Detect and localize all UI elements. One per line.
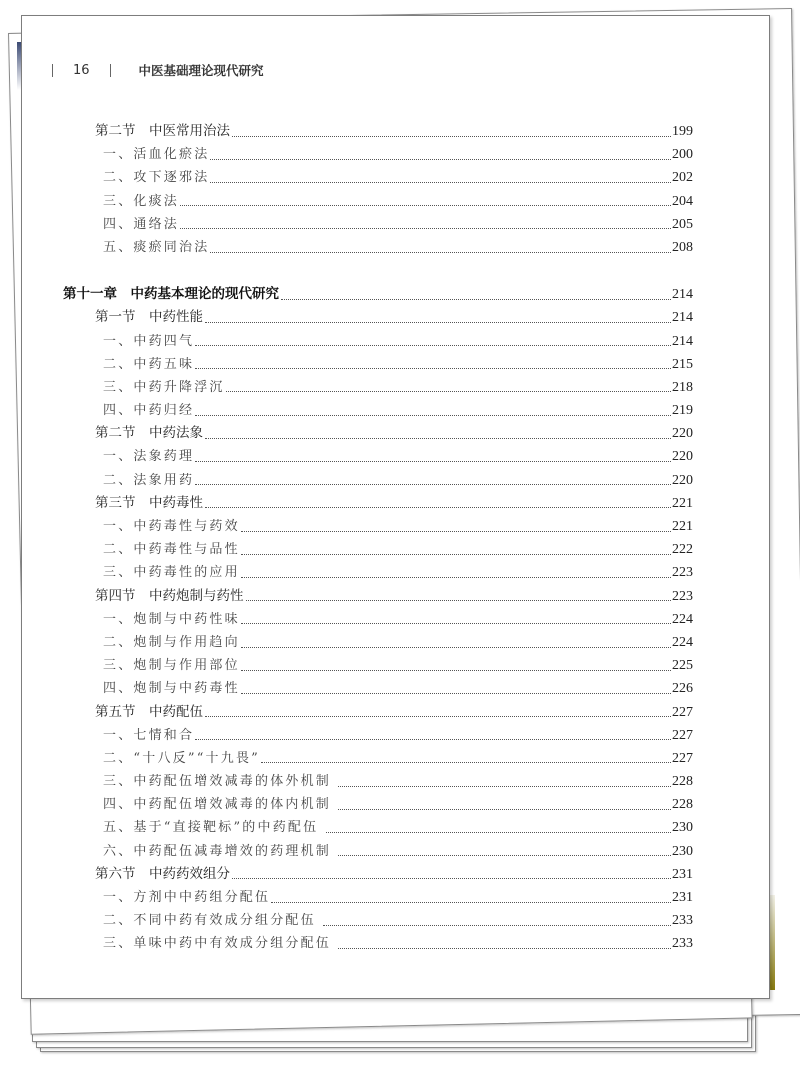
toc-entry-page: 233	[672, 913, 693, 929]
dot-leader	[261, 761, 671, 763]
header-divider	[110, 64, 111, 77]
toc-section-entry[interactable]	[79, 422, 693, 445]
toc-entry-page: 199	[672, 124, 693, 139]
toc-section-entry[interactable]	[79, 306, 693, 329]
dot-leader	[232, 135, 671, 137]
toc-entry-page: 221	[672, 519, 693, 534]
dot-leader	[195, 367, 671, 369]
dot-leader	[246, 599, 672, 601]
toc-entry-page: 230	[672, 820, 693, 836]
toc-entry-label: 五、基于“直接靶标”的中药配伍	[103, 820, 325, 836]
toc-entry-page: 214	[672, 333, 693, 349]
toc-entry-label: 一、中药四气	[103, 333, 195, 349]
toc-entry-label: 一、中药毒性与药效	[103, 519, 240, 534]
dot-leader	[205, 321, 671, 323]
toc-entry-label: 二、中药五味	[103, 356, 195, 372]
toc-item-entry[interactable]	[79, 932, 693, 955]
toc-entry-label: 二、法象用药	[103, 472, 195, 488]
toc-section-entry[interactable]	[79, 492, 693, 515]
dot-leader	[205, 715, 671, 717]
toc-entry-label: 第十一章 中药基本理论的现代研究	[63, 286, 279, 303]
toc-entry-label: 第六节 中药药效组分	[95, 865, 230, 882]
toc-entry-label: 二、炮制与作用趋向	[103, 634, 240, 650]
dot-leader	[338, 947, 671, 949]
toc-section-entry[interactable]	[79, 120, 693, 143]
toc-entry-page: 215	[672, 356, 693, 372]
toc-entry-label: 三、化痰法	[103, 193, 180, 209]
toc-entry-page: 222	[672, 542, 693, 558]
dot-leader	[195, 460, 671, 462]
toc-entry-page: 233	[672, 936, 693, 952]
toc-entry-page: 223	[672, 565, 693, 581]
dot-leader	[195, 344, 671, 346]
toc-item-entry[interactable]	[79, 677, 693, 700]
toc-entry-page: 219	[672, 403, 693, 419]
toc-entry-page: 224	[672, 611, 693, 627]
toc-entry-page: 205	[672, 216, 693, 232]
toc-entry-label: 五、痰瘀同治法	[103, 239, 210, 255]
toc-entry-label: 第四节 中药炮制与药性	[95, 587, 244, 604]
toc-entry-label: 第五节 中药配伍	[95, 703, 203, 720]
dot-leader	[226, 390, 671, 392]
dot-leader	[241, 692, 671, 694]
dot-leader	[271, 901, 671, 903]
dot-leader	[326, 831, 671, 833]
document-page	[21, 15, 770, 999]
toc-entry-label: 四、中药配伍增效减毒的体内机制	[103, 797, 338, 813]
dot-leader	[210, 181, 671, 183]
toc-entry-page: 228	[672, 797, 693, 813]
toc-item-entry[interactable]	[79, 724, 693, 747]
toc-item-entry[interactable]	[79, 816, 693, 839]
toc-item-entry[interactable]	[79, 143, 693, 166]
header-divider	[52, 64, 53, 77]
toc-entry-page: 220	[672, 426, 693, 442]
toc-entry-page: 220	[672, 472, 693, 488]
toc-item-entry[interactable]	[79, 631, 693, 654]
toc-entry-label: 四、炮制与中药毒性	[103, 681, 240, 697]
toc-entry-label: 二、攻下逐邪法	[103, 170, 210, 186]
dot-leader	[241, 530, 671, 532]
toc-item-entry[interactable]	[79, 608, 693, 631]
dot-leader	[338, 808, 671, 810]
running-header	[52, 60, 264, 80]
toc-item-entry[interactable]	[79, 561, 693, 584]
toc-entry-page: 224	[672, 634, 693, 650]
toc-item-entry[interactable]	[79, 166, 693, 189]
dot-leader	[338, 854, 671, 856]
toc-entry-page: 200	[672, 147, 693, 163]
toc-entry-label: 三、中药毒性的应用	[103, 565, 240, 581]
toc-item-entry[interactable]	[79, 538, 693, 561]
toc-entry-label: 二、中药毒性与品性	[103, 542, 240, 558]
toc-item-entry[interactable]	[79, 840, 693, 863]
dot-leader	[195, 738, 671, 740]
toc-entry-label: 三、炮制与作用部位	[103, 658, 240, 674]
toc-entry-label: 四、通络法	[103, 216, 180, 232]
toc-entry-label: 二、“十八反”“十九畏”	[103, 750, 260, 766]
dot-leader	[205, 437, 671, 439]
toc-entry-label: 一、七情和合	[103, 727, 195, 743]
toc-item-entry[interactable]	[79, 909, 693, 932]
toc-entry-label: 第一节 中药性能	[95, 309, 203, 326]
toc-entry-label: 六、中药配伍减毒增效的药理机制	[103, 843, 338, 859]
toc-entry-label: 第三节 中药毒性	[95, 494, 203, 511]
toc-entry-page: 223	[672, 588, 693, 604]
dot-leader	[195, 414, 671, 416]
toc-entry-label: 第二节 中药法象	[95, 425, 203, 442]
toc-section-entry[interactable]	[79, 701, 693, 724]
toc-item-entry[interactable]	[79, 654, 693, 677]
toc-section-entry[interactable]	[79, 585, 693, 608]
toc-item-entry[interactable]	[79, 445, 693, 468]
dot-leader	[338, 785, 671, 787]
toc-entry-page: 231	[672, 890, 693, 905]
page-number: 16	[73, 62, 90, 78]
toc-item-entry[interactable]	[79, 793, 693, 816]
dot-leader	[281, 298, 671, 300]
toc-entry-page: 225	[672, 658, 693, 674]
dot-leader	[241, 646, 671, 648]
dot-leader	[195, 483, 671, 485]
toc-entry-page: 202	[672, 170, 693, 186]
dot-leader	[180, 227, 671, 229]
toc-entry-page: 230	[672, 843, 693, 859]
toc-entry-label: 第二节 中医常用治法	[95, 123, 230, 139]
toc-entry-page: 214	[672, 310, 693, 326]
toc-entry-label: 一、方剂中中药组分配伍	[103, 890, 271, 905]
toc-entry-page: 208	[672, 239, 693, 255]
toc-item-entry[interactable]	[79, 515, 693, 538]
dot-leader	[241, 576, 671, 578]
toc-entry-label: 一、活血化瘀法	[103, 147, 210, 163]
toc-entry-page: 231	[672, 866, 693, 882]
toc-item-entry[interactable]	[79, 330, 693, 353]
dot-leader	[205, 506, 671, 508]
toc-item-entry[interactable]	[79, 469, 693, 492]
toc-entry-page: 218	[672, 379, 693, 395]
toc-entry-label: 三、中药升降浮沉	[103, 379, 225, 395]
toc-entry-page: 226	[672, 681, 693, 697]
toc-entry-label: 一、法象药理	[103, 449, 195, 465]
toc-entry-label: 三、单味中药中有效成分组分配伍	[103, 936, 338, 952]
toc-entry-page: 214	[672, 287, 693, 303]
toc-item-entry[interactable]	[79, 770, 693, 793]
toc-item-entry[interactable]	[79, 399, 693, 422]
toc-entry-page: 221	[672, 495, 693, 511]
toc-item-entry[interactable]	[79, 213, 693, 236]
toc-item-entry[interactable]	[79, 353, 693, 376]
dot-leader	[323, 924, 671, 926]
dot-leader	[210, 251, 671, 253]
toc-section-entry[interactable]	[79, 863, 693, 886]
toc-entry-page: 204	[672, 193, 693, 209]
toc-chapter-entry[interactable]	[63, 283, 693, 306]
toc-entry-label: 一、炮制与中药性味	[103, 611, 240, 627]
toc-entry-page: 227	[672, 727, 693, 743]
table-of-contents	[63, 120, 693, 956]
dot-leader	[210, 158, 671, 160]
dot-leader	[180, 204, 671, 206]
dot-leader	[241, 622, 671, 624]
toc-entry-label: 四、中药归经	[103, 403, 195, 419]
toc-entry-page: 227	[672, 750, 693, 766]
toc-item-entry[interactable]	[79, 190, 693, 213]
toc-entry-page: 227	[672, 704, 693, 720]
toc-entry-page: 220	[672, 449, 693, 465]
toc-entry-label: 三、中药配伍增效减毒的体外机制	[103, 774, 338, 790]
toc-item-entry[interactable]	[79, 376, 693, 399]
toc-entry-label: 二、不同中药有效成分组分配伍	[103, 913, 323, 929]
dot-leader	[241, 669, 671, 671]
toc-entry-page: 228	[672, 774, 693, 790]
toc-item-entry[interactable]	[79, 236, 693, 259]
dot-leader	[241, 553, 671, 555]
book-title: 中医基础理论现代研究	[138, 63, 264, 78]
toc-item-entry[interactable]	[79, 886, 693, 909]
toc-item-entry[interactable]	[79, 747, 693, 770]
dot-leader	[232, 877, 671, 879]
